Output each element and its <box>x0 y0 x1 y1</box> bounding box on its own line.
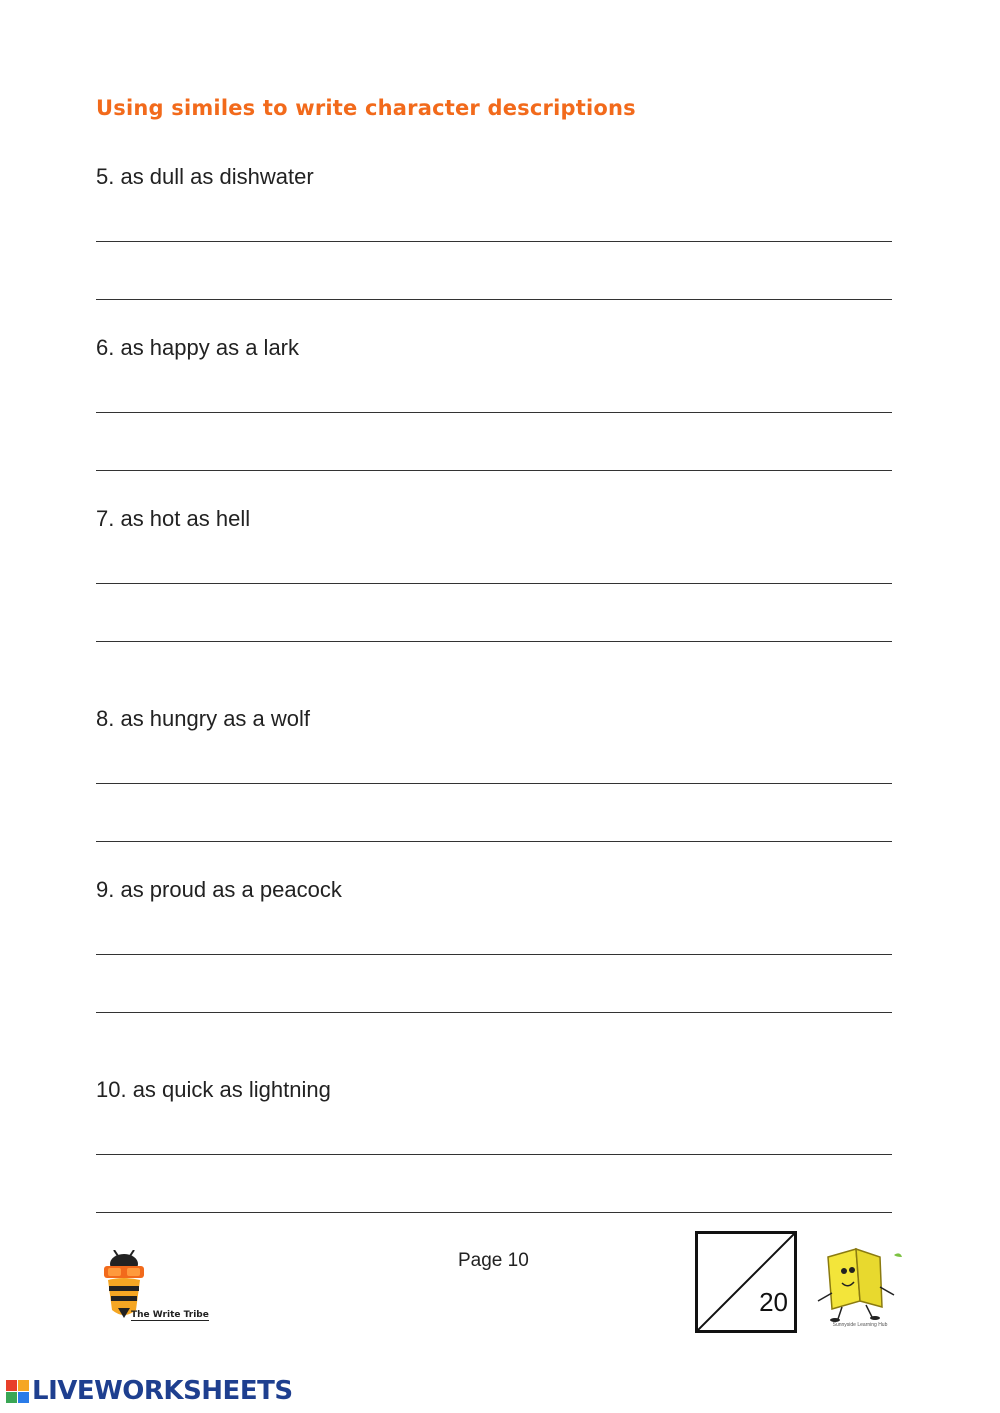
prompt-6: 6. as happy as a lark <box>96 335 300 360</box>
answer-line-7a[interactable] <box>96 583 892 584</box>
answer-line-5b[interactable] <box>96 299 892 300</box>
brand-blocks-icon <box>6 1380 29 1403</box>
prompt-7: 7. as hot as hell <box>96 506 251 531</box>
brand-name: LIVEWORKSHEETS <box>32 1376 293 1406</box>
worksheet-title: Using similes to write character descriptions <box>96 96 636 120</box>
prompt-8: 8. as hungry as a wolf <box>96 706 311 731</box>
answer-line-9b[interactable] <box>96 1012 892 1013</box>
answer-line-6b[interactable] <box>96 470 892 471</box>
answer-line-10b[interactable] <box>96 1212 892 1213</box>
left-logo-caption: The Write Tribe <box>131 1310 209 1320</box>
answer-line-8a[interactable] <box>96 783 892 784</box>
book-mascot-icon <box>810 1243 905 1323</box>
prompt-10: 10. as quick as lightning <box>96 1077 331 1102</box>
answer-line-7b[interactable] <box>96 641 892 642</box>
prompt-5: 5. as dull as dishwater <box>96 164 314 189</box>
score-box <box>695 1231 797 1333</box>
answer-line-9a[interactable] <box>96 954 892 955</box>
brand-block-red <box>6 1380 17 1391</box>
answer-line-10a[interactable] <box>96 1154 892 1155</box>
right-logo-caption: Sunnyside Learning Hub <box>832 1322 888 1328</box>
prompt-9: 9. as proud as a peacock <box>96 877 342 902</box>
score-total: 20 <box>759 1287 788 1317</box>
answer-line-5a[interactable] <box>96 241 892 242</box>
brand-block-blue <box>18 1392 29 1403</box>
liveworksheets-logo[interactable] <box>6 1376 293 1406</box>
page-number: Page 10 <box>458 1250 529 1271</box>
answer-line-6a[interactable] <box>96 412 892 413</box>
brand-block-orange <box>18 1380 29 1391</box>
answer-line-8b[interactable] <box>96 841 892 842</box>
brand-block-green <box>6 1392 17 1403</box>
